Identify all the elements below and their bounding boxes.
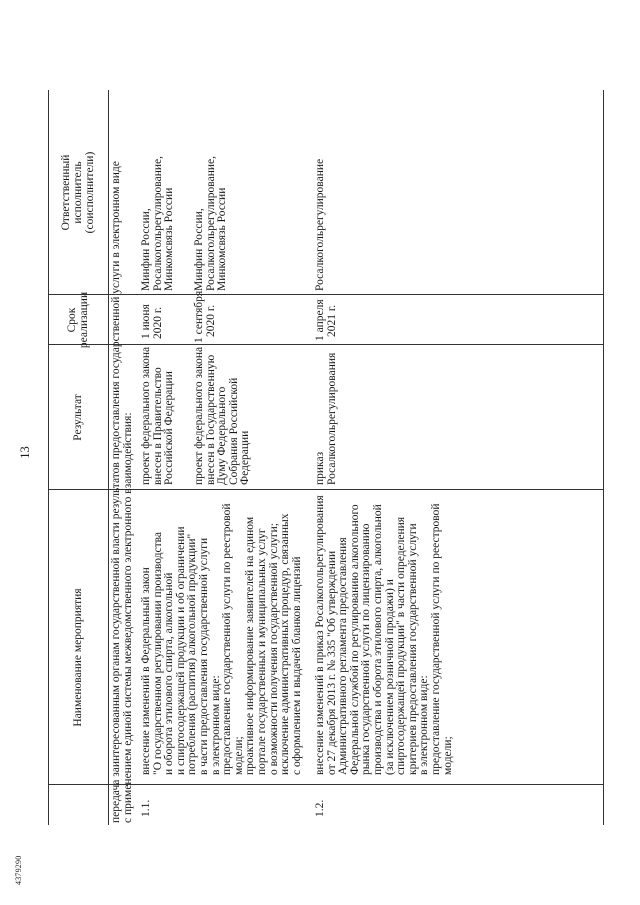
- activities-table: [48, 90, 603, 825]
- header-bottom-border: [108, 90, 109, 825]
- deadline-text: 1 сентября 2020 г.: [193, 290, 217, 343]
- header-activity-name: Наименование мероприятия: [72, 588, 84, 727]
- executor-text: Минфин России, Росалкогольрегулирование, Минкомсвязь России: [140, 156, 176, 291]
- document-code: 4379290: [14, 855, 23, 885]
- activity-description: внесение изменений в Федеральный закон "О государственном регулировании производства и оборота этилового спирта, алкогольной и спиртосодержащей продукции и об ограничении потребления (распития) алкогольной продукции" в части предоставления государственной услуги в электронном виде: предоставление государственной услуги по реестровой модели; проактивное информирование заявителей на едином портале государственных и муниципальных услуг о возможности получения государственной услуги; исключение административных процедур, связанных с оформлением и выдачей бланков лицензий: [140, 503, 303, 775]
- row-number: 1.1.: [140, 799, 152, 817]
- result-text: проект федерального закона внесен в Государственную Думу Федерального Собрания Российской Федерации: [193, 346, 252, 485]
- activity-description: внесение изменений в приказ Росалкогольрегулирования от 27 декабря 2013 г. № 335 "Об утверждении Административного регламента предоставления Федеральной службой по регулированию алкогольного рынка государственной услуги по лицензированию производства и оборота этилового спирта, алкогольной (за исключением розничной продажи) и спиртосодержащей продукции" в части определения критериев предоставления государственной услуги в электронном виде: предоставление государственной услуги по реестровой модели;: [314, 495, 454, 775]
- page-number: 13: [18, 446, 32, 459]
- row-number: 1.2.: [314, 799, 326, 817]
- section-banner: передача заинтересованным органам государственной власти результатов предоставления государственной услуги в электронном виде с применением единой системы межведомственного электронного взаимодействия:: [110, 161, 134, 823]
- result-text: приказ Росалкогольрегулирования: [314, 352, 338, 485]
- table-bottom-border: [603, 90, 604, 825]
- result-text: проект федерального закона внесен в Правительство Российской Федерации: [140, 346, 176, 485]
- deadline-text: 1 июня 2020 г.: [140, 304, 164, 339]
- header-deadline: Срок реализации: [66, 291, 90, 349]
- deadline-text: 1 апреля 2021 г.: [314, 299, 338, 341]
- header-result: Результат: [72, 394, 84, 441]
- executor-text: Минфин России, Росалкогольрегулирование, Минкомсвязь России: [193, 156, 229, 291]
- header-executor: Ответственный исполнитель (соисполнители): [60, 151, 96, 234]
- executor-text: Росалкогольрегулирование: [314, 158, 326, 291]
